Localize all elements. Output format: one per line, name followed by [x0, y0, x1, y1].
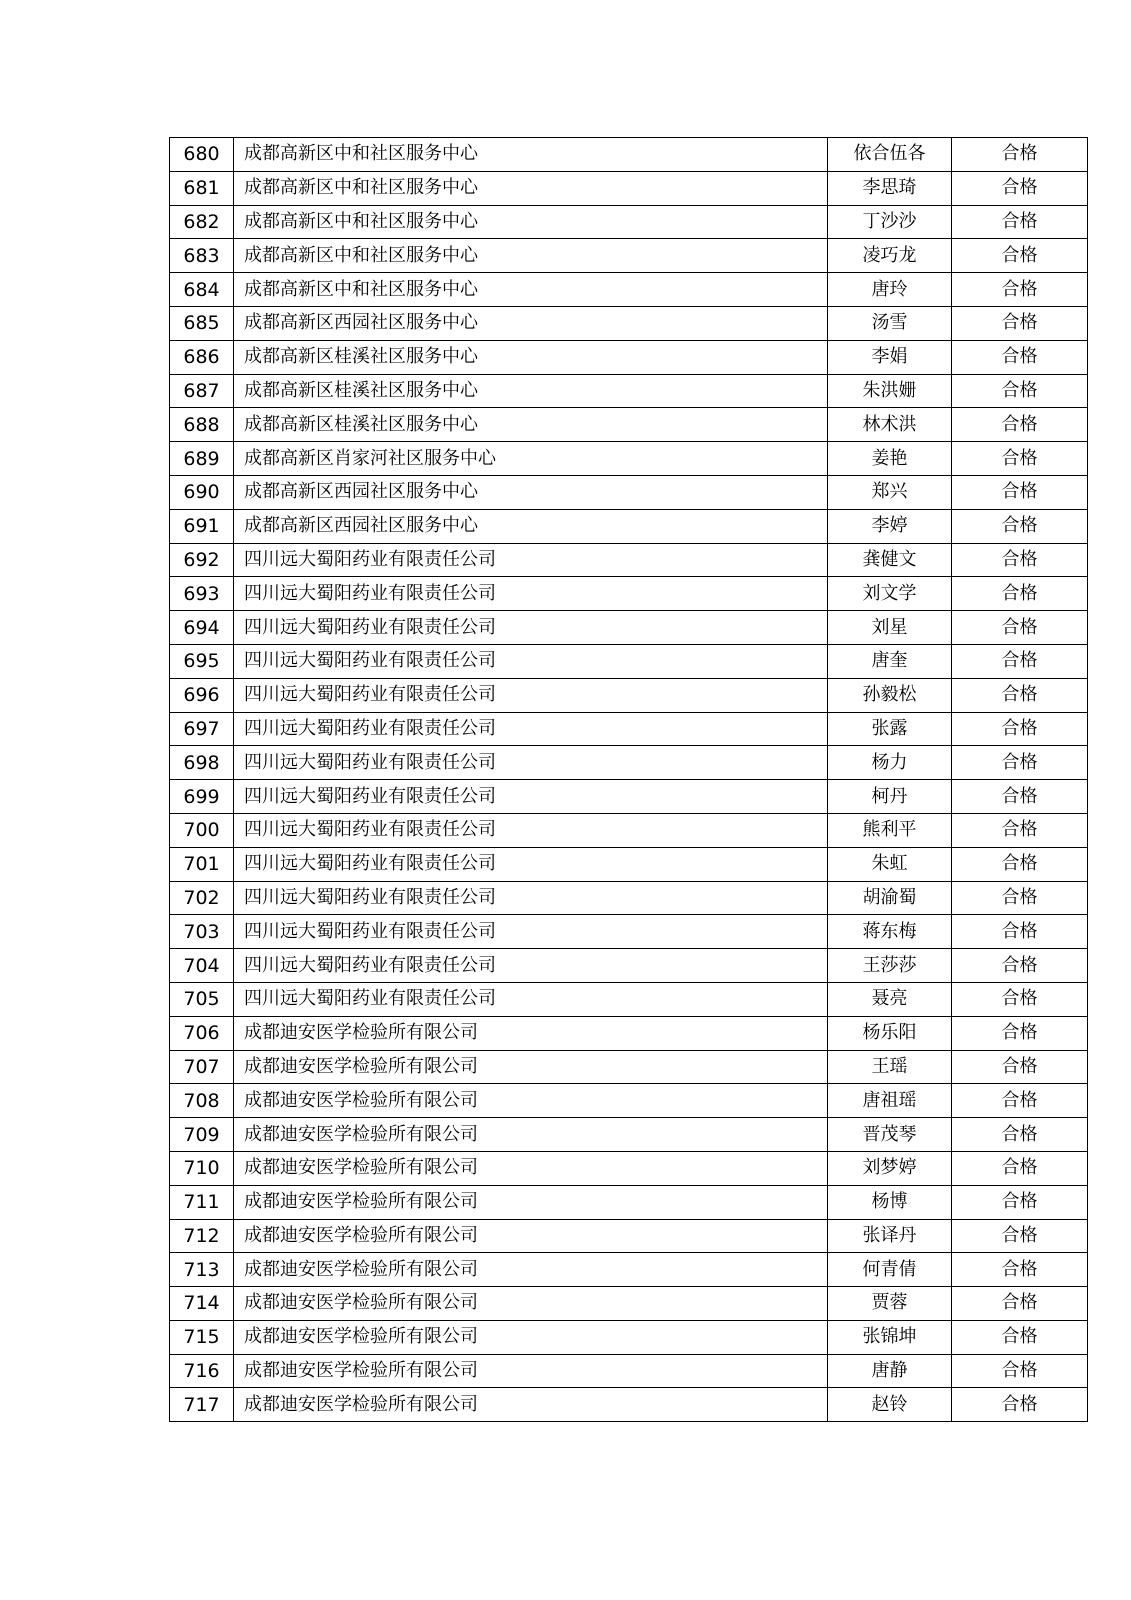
unit-cell: 四川远大蜀阳药业有限责任公司	[234, 949, 828, 983]
row-number-cell: 710	[170, 1151, 234, 1185]
table-row	[170, 746, 1088, 780]
result-cell: 合格	[952, 644, 1088, 678]
row-number-cell: 687	[170, 374, 234, 408]
table-row	[170, 1320, 1088, 1354]
person-name-cell: 何青倩	[828, 1253, 952, 1287]
unit-cell: 成都迪安医学检验所有限公司	[234, 1388, 828, 1422]
unit-cell: 成都迪安医学检验所有限公司	[234, 1151, 828, 1185]
row-number-cell: 702	[170, 881, 234, 915]
table-row	[170, 949, 1088, 983]
row-number-cell: 682	[170, 205, 234, 239]
row-number-cell: 698	[170, 746, 234, 780]
person-name-cell: 刘星	[828, 611, 952, 645]
person-name-cell: 赵铃	[828, 1388, 952, 1422]
table-row	[170, 374, 1088, 408]
row-number-cell: 697	[170, 712, 234, 746]
result-cell: 合格	[952, 982, 1088, 1016]
table-row	[170, 306, 1088, 340]
row-number-cell: 685	[170, 306, 234, 340]
person-name-cell: 王瑶	[828, 1050, 952, 1084]
unit-cell: 四川远大蜀阳药业有限责任公司	[234, 915, 828, 949]
result-cell: 合格	[952, 780, 1088, 814]
row-number-cell: 696	[170, 678, 234, 712]
result-cell: 合格	[952, 746, 1088, 780]
person-name-cell: 凌巧龙	[828, 239, 952, 273]
person-name-cell: 唐玲	[828, 273, 952, 307]
row-number-cell: 699	[170, 780, 234, 814]
unit-cell: 四川远大蜀阳药业有限责任公司	[234, 780, 828, 814]
row-number-cell: 709	[170, 1118, 234, 1152]
table-row	[170, 1050, 1088, 1084]
row-number-cell: 715	[170, 1320, 234, 1354]
person-name-cell: 王莎莎	[828, 949, 952, 983]
table-row	[170, 780, 1088, 814]
result-cell: 合格	[952, 1016, 1088, 1050]
person-name-cell: 杨乐阳	[828, 1016, 952, 1050]
result-cell: 合格	[952, 408, 1088, 442]
result-cell: 合格	[952, 306, 1088, 340]
person-name-cell: 唐祖瑶	[828, 1084, 952, 1118]
row-number-cell: 705	[170, 982, 234, 1016]
row-number-cell: 707	[170, 1050, 234, 1084]
unit-cell: 成都高新区中和社区服务中心	[234, 171, 828, 205]
unit-cell: 成都迪安医学检验所有限公司	[234, 1118, 828, 1152]
row-number-cell: 686	[170, 340, 234, 374]
person-name-cell: 李思琦	[828, 171, 952, 205]
table-row	[170, 712, 1088, 746]
table-row	[170, 1354, 1088, 1388]
person-name-cell: 杨博	[828, 1185, 952, 1219]
result-cell: 合格	[952, 171, 1088, 205]
unit-cell: 成都迪安医学检验所有限公司	[234, 1016, 828, 1050]
person-name-cell: 朱虹	[828, 847, 952, 881]
person-name-cell: 郑兴	[828, 475, 952, 509]
table-row	[170, 1388, 1088, 1422]
person-name-cell: 杨力	[828, 746, 952, 780]
person-name-cell: 张锦坤	[828, 1320, 952, 1354]
unit-cell: 四川远大蜀阳药业有限责任公司	[234, 611, 828, 645]
table-row	[170, 678, 1088, 712]
table-row	[170, 1151, 1088, 1185]
table-row	[170, 847, 1088, 881]
table-row	[170, 1287, 1088, 1321]
unit-cell: 成都高新区西园社区服务中心	[234, 475, 828, 509]
unit-cell: 四川远大蜀阳药业有限责任公司	[234, 881, 828, 915]
person-name-cell: 孙毅松	[828, 678, 952, 712]
table-row	[170, 1219, 1088, 1253]
person-name-cell: 胡渝蜀	[828, 881, 952, 915]
unit-cell: 四川远大蜀阳药业有限责任公司	[234, 644, 828, 678]
table-row	[170, 881, 1088, 915]
unit-cell: 成都高新区中和社区服务中心	[234, 138, 828, 172]
result-cell: 合格	[952, 509, 1088, 543]
row-number-cell: 683	[170, 239, 234, 273]
person-name-cell: 朱洪姗	[828, 374, 952, 408]
result-cell: 合格	[952, 1354, 1088, 1388]
unit-cell: 成都高新区肖家河社区服务中心	[234, 442, 828, 476]
row-number-cell: 706	[170, 1016, 234, 1050]
unit-cell: 成都迪安医学检验所有限公司	[234, 1320, 828, 1354]
unit-cell: 四川远大蜀阳药业有限责任公司	[234, 746, 828, 780]
person-name-cell: 刘梦婷	[828, 1151, 952, 1185]
result-cell: 合格	[952, 475, 1088, 509]
table-body	[170, 138, 1088, 1422]
unit-cell: 成都迪安医学检验所有限公司	[234, 1219, 828, 1253]
person-name-cell: 姜艳	[828, 442, 952, 476]
unit-cell: 四川远大蜀阳药业有限责任公司	[234, 577, 828, 611]
row-number-cell: 714	[170, 1287, 234, 1321]
row-number-cell: 691	[170, 509, 234, 543]
person-name-cell: 张译丹	[828, 1219, 952, 1253]
table-row	[170, 239, 1088, 273]
result-cell: 合格	[952, 611, 1088, 645]
person-name-cell: 熊利平	[828, 813, 952, 847]
person-name-cell: 聂亮	[828, 982, 952, 1016]
result-cell: 合格	[952, 577, 1088, 611]
row-number-cell: 693	[170, 577, 234, 611]
unit-cell: 成都迪安医学检验所有限公司	[234, 1287, 828, 1321]
person-name-cell: 张露	[828, 712, 952, 746]
result-cell: 合格	[952, 949, 1088, 983]
unit-cell: 成都高新区桂溪社区服务中心	[234, 340, 828, 374]
person-name-cell: 刘文学	[828, 577, 952, 611]
result-cell: 合格	[952, 1219, 1088, 1253]
row-number-cell: 688	[170, 408, 234, 442]
person-name-cell: 唐静	[828, 1354, 952, 1388]
row-number-cell: 684	[170, 273, 234, 307]
table-row	[170, 611, 1088, 645]
result-cell: 合格	[952, 374, 1088, 408]
row-number-cell: 703	[170, 915, 234, 949]
table-row	[170, 171, 1088, 205]
table-row	[170, 982, 1088, 1016]
row-number-cell: 712	[170, 1219, 234, 1253]
result-cell: 合格	[952, 712, 1088, 746]
unit-cell: 四川远大蜀阳药业有限责任公司	[234, 847, 828, 881]
row-number-cell: 680	[170, 138, 234, 172]
unit-cell: 成都高新区西园社区服务中心	[234, 306, 828, 340]
result-cell: 合格	[952, 881, 1088, 915]
row-number-cell: 700	[170, 813, 234, 847]
table-row	[170, 475, 1088, 509]
table-row	[170, 138, 1088, 172]
row-number-cell: 695	[170, 644, 234, 678]
result-cell: 合格	[952, 543, 1088, 577]
row-number-cell: 713	[170, 1253, 234, 1287]
table-row	[170, 813, 1088, 847]
row-number-cell: 704	[170, 949, 234, 983]
person-name-cell: 丁沙沙	[828, 205, 952, 239]
person-name-cell: 林术洪	[828, 408, 952, 442]
result-cell: 合格	[952, 1084, 1088, 1118]
result-cell: 合格	[952, 340, 1088, 374]
result-cell: 合格	[952, 1388, 1088, 1422]
unit-cell: 四川远大蜀阳药业有限责任公司	[234, 813, 828, 847]
person-name-cell: 蒋东梅	[828, 915, 952, 949]
unit-cell: 成都高新区中和社区服务中心	[234, 205, 828, 239]
unit-cell: 四川远大蜀阳药业有限责任公司	[234, 678, 828, 712]
unit-cell: 成都迪安医学检验所有限公司	[234, 1050, 828, 1084]
person-name-cell: 柯丹	[828, 780, 952, 814]
table-row	[170, 408, 1088, 442]
person-name-cell: 贾蓉	[828, 1287, 952, 1321]
person-name-cell: 龚健文	[828, 543, 952, 577]
person-name-cell: 李婷	[828, 509, 952, 543]
result-cell: 合格	[952, 678, 1088, 712]
row-number-cell: 716	[170, 1354, 234, 1388]
table-row	[170, 509, 1088, 543]
unit-cell: 成都迪安医学检验所有限公司	[234, 1185, 828, 1219]
result-cell: 合格	[952, 813, 1088, 847]
table-row	[170, 340, 1088, 374]
unit-cell: 成都高新区西园社区服务中心	[234, 509, 828, 543]
result-cell: 合格	[952, 915, 1088, 949]
table-row	[170, 1253, 1088, 1287]
person-name-cell: 晋茂琴	[828, 1118, 952, 1152]
table-row	[170, 205, 1088, 239]
unit-cell: 四川远大蜀阳药业有限责任公司	[234, 543, 828, 577]
result-cell: 合格	[952, 1151, 1088, 1185]
result-cell: 合格	[952, 1185, 1088, 1219]
results-table	[169, 137, 1088, 1422]
table-row	[170, 273, 1088, 307]
person-name-cell: 汤雪	[828, 306, 952, 340]
result-cell: 合格	[952, 847, 1088, 881]
person-name-cell: 唐奎	[828, 644, 952, 678]
result-cell: 合格	[952, 1287, 1088, 1321]
row-number-cell: 694	[170, 611, 234, 645]
unit-cell: 成都高新区桂溪社区服务中心	[234, 374, 828, 408]
unit-cell: 四川远大蜀阳药业有限责任公司	[234, 982, 828, 1016]
row-number-cell: 692	[170, 543, 234, 577]
row-number-cell: 708	[170, 1084, 234, 1118]
row-number-cell: 711	[170, 1185, 234, 1219]
row-number-cell: 681	[170, 171, 234, 205]
unit-cell: 四川远大蜀阳药业有限责任公司	[234, 712, 828, 746]
result-cell: 合格	[952, 1118, 1088, 1152]
unit-cell: 成都高新区桂溪社区服务中心	[234, 408, 828, 442]
unit-cell: 成都迪安医学检验所有限公司	[234, 1354, 828, 1388]
unit-cell: 成都迪安医学检验所有限公司	[234, 1084, 828, 1118]
row-number-cell: 701	[170, 847, 234, 881]
table-row	[170, 1118, 1088, 1152]
result-cell: 合格	[952, 1320, 1088, 1354]
unit-cell: 成都迪安医学检验所有限公司	[234, 1253, 828, 1287]
result-cell: 合格	[952, 442, 1088, 476]
result-cell: 合格	[952, 273, 1088, 307]
person-name-cell: 李娟	[828, 340, 952, 374]
table-row	[170, 577, 1088, 611]
result-cell: 合格	[952, 1050, 1088, 1084]
row-number-cell: 689	[170, 442, 234, 476]
result-cell: 合格	[952, 138, 1088, 172]
table-row	[170, 1084, 1088, 1118]
row-number-cell: 717	[170, 1388, 234, 1422]
unit-cell: 成都高新区中和社区服务中心	[234, 273, 828, 307]
row-number-cell: 690	[170, 475, 234, 509]
result-cell: 合格	[952, 239, 1088, 273]
table-row	[170, 644, 1088, 678]
unit-cell: 成都高新区中和社区服务中心	[234, 239, 828, 273]
result-cell: 合格	[952, 205, 1088, 239]
table-row	[170, 915, 1088, 949]
result-cell: 合格	[952, 1253, 1088, 1287]
table-row	[170, 543, 1088, 577]
table-row	[170, 442, 1088, 476]
person-name-cell: 依合伍各	[828, 138, 952, 172]
table-row	[170, 1016, 1088, 1050]
table-row	[170, 1185, 1088, 1219]
